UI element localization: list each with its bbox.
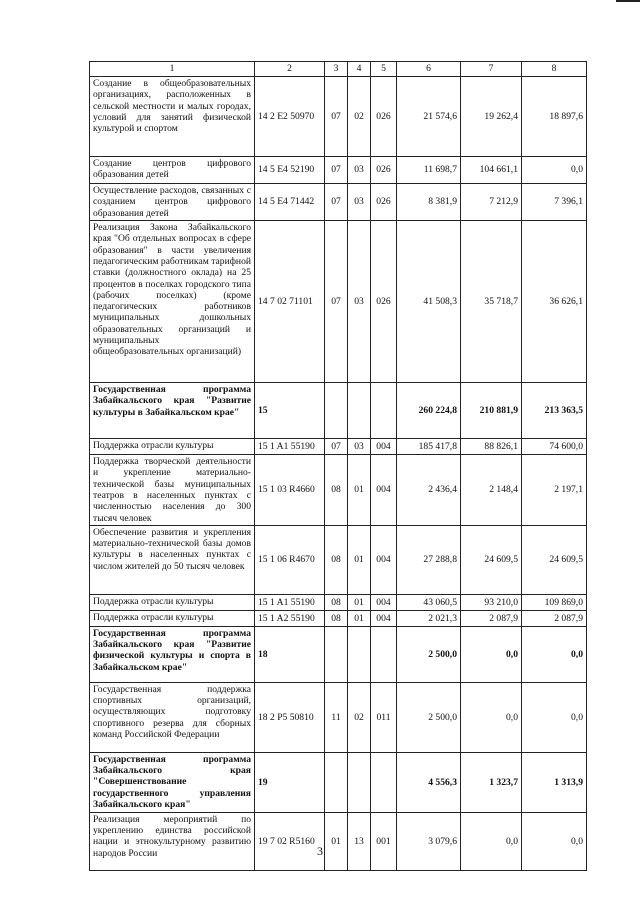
- header-cell: 6: [397, 62, 461, 77]
- name-cell: Поддержка отрасли культуры: [90, 438, 255, 454]
- amount-cell: 7 212,9: [461, 184, 522, 221]
- admin-code-cell: 004: [371, 610, 397, 626]
- amount-cell: 74 600,0: [522, 438, 587, 454]
- amount-cell: 1 323,7: [461, 752, 522, 812]
- admin-code-cell: 001: [371, 812, 397, 870]
- amount-cell: 109 869,0: [522, 594, 587, 610]
- table-row: [90, 626, 587, 682]
- code-cell: 14 5 E4 52190: [255, 157, 325, 184]
- header-cell: 8: [522, 62, 587, 77]
- code-cell: 19 7 02 R5160: [255, 812, 325, 870]
- amount-cell: 21 574,6: [397, 77, 461, 157]
- amount-cell: 210 881,9: [461, 382, 522, 438]
- amount-cell: 11 698,7: [397, 157, 461, 184]
- budget-table: [89, 61, 587, 871]
- amount-cell: 19 262,4: [461, 77, 522, 157]
- table-row: [90, 438, 587, 454]
- header-cell: 7: [461, 62, 522, 77]
- amount-cell: 7 396,1: [522, 184, 587, 221]
- section-cell: 08: [325, 594, 348, 610]
- amount-cell: 35 718,7: [461, 220, 522, 382]
- admin-code-cell: [371, 626, 397, 682]
- table-row: [90, 682, 587, 752]
- subsection-cell: 01: [348, 454, 371, 525]
- subsection-cell: 02: [348, 682, 371, 752]
- amount-cell: 260 224,8: [397, 382, 461, 438]
- page-number: 3: [317, 844, 323, 858]
- section-cell: 08: [325, 610, 348, 626]
- subsection-cell: 01: [348, 525, 371, 594]
- section-cell: 07: [325, 438, 348, 454]
- name-cell: Создание центров цифрового образования детей: [90, 157, 255, 184]
- header-cell: 1: [90, 62, 255, 77]
- admin-code-cell: 026: [371, 157, 397, 184]
- subsection-cell: 01: [348, 610, 371, 626]
- table-row: [90, 610, 587, 626]
- amount-cell: 2 500,0: [397, 626, 461, 682]
- amount-cell: 4 556,3: [397, 752, 461, 812]
- section-cell: 07: [325, 184, 348, 221]
- section-cell: [325, 382, 348, 438]
- table-row: [90, 77, 587, 157]
- subsection-cell: [348, 626, 371, 682]
- subsection-cell: 01: [348, 594, 371, 610]
- admin-code-cell: 004: [371, 454, 397, 525]
- code-cell: 14 5 E4 71442: [255, 184, 325, 221]
- subsection-cell: [348, 382, 371, 438]
- amount-cell: 2 087,9: [522, 610, 587, 626]
- amount-cell: 0,0: [461, 682, 522, 752]
- subsection-cell: [348, 752, 371, 812]
- subsection-cell: 03: [348, 220, 371, 382]
- header-cell: 2: [255, 62, 325, 77]
- subsection-cell: 13: [348, 812, 371, 870]
- section-cell: [325, 626, 348, 682]
- amount-cell: 1 313,9: [522, 752, 587, 812]
- admin-code-cell: 004: [371, 525, 397, 594]
- amount-cell: 0,0: [461, 812, 522, 870]
- subsection-cell: 03: [348, 438, 371, 454]
- amount-cell: 2 148,4: [461, 454, 522, 525]
- section-cell: [325, 752, 348, 812]
- code-cell: 19: [255, 752, 325, 812]
- code-cell: 18: [255, 626, 325, 682]
- table-row: [90, 184, 587, 221]
- amount-cell: 41 508,3: [397, 220, 461, 382]
- code-cell: 14 7 02 71101: [255, 220, 325, 382]
- section-cell: 01: [325, 812, 348, 870]
- subsection-cell: 02: [348, 77, 371, 157]
- code-cell: 15 1 A1 55190: [255, 438, 325, 454]
- name-cell: Поддержка отрасли культуры: [90, 594, 255, 610]
- amount-cell: 24 609,5: [461, 525, 522, 594]
- amount-cell: 27 288,8: [397, 525, 461, 594]
- amount-cell: 2 197,1: [522, 454, 587, 525]
- admin-code-cell: [371, 752, 397, 812]
- amount-cell: 43 060,5: [397, 594, 461, 610]
- code-cell: 15: [255, 382, 325, 438]
- admin-code-cell: 011: [371, 682, 397, 752]
- amount-cell: 8 381,9: [397, 184, 461, 221]
- amount-cell: 0,0: [522, 157, 587, 184]
- subsection-cell: 03: [348, 157, 371, 184]
- name-cell: Обеспечение развития и укрепления материально-технической базы домов культуры в населенных пунктах с числом жителей до 50 тысяч человек: [90, 525, 255, 594]
- admin-code-cell: 004: [371, 594, 397, 610]
- amount-cell: 36 626,1: [522, 220, 587, 382]
- amount-cell: 2 021,3: [397, 610, 461, 626]
- name-cell: Реализация мероприятий по укреплению единства российской нации и этнокультурному развитию народов России: [90, 812, 255, 870]
- section-cell: 08: [325, 525, 348, 594]
- amount-cell: 24 609,5: [522, 525, 587, 594]
- name-cell: Поддержка отрасли культуры: [90, 610, 255, 626]
- amount-cell: 2 087,9: [461, 610, 522, 626]
- amount-cell: 0,0: [522, 626, 587, 682]
- amount-cell: 0,0: [461, 626, 522, 682]
- section-cell: 07: [325, 77, 348, 157]
- amount-cell: 185 417,8: [397, 438, 461, 454]
- header-cell: 4: [348, 62, 371, 77]
- amount-cell: 3 079,6: [397, 812, 461, 870]
- table-row: [90, 382, 587, 438]
- amount-cell: 18 897,6: [522, 77, 587, 157]
- code-cell: 18 2 P5 50810: [255, 682, 325, 752]
- table-row: [90, 812, 587, 870]
- name-cell: Создание в общеобразовательных организациях, расположенных в сельской местности и малых городах, условий для занятий физической культурой и спортом: [90, 77, 255, 157]
- name-cell: Реализация Закона Забайкальского края "Об отдельных вопросах в сфере образования" в части увеличения педагогическим работникам тарифной ставки (должностного оклада) на 25 процентов в поселках городского типа (рабочих поселках) (кроме педагогических работников муниципальных дошкольных образовательных организаций и муниципальных общеобразовательных организаций): [90, 220, 255, 382]
- name-cell: Государственная программа Забайкальского края "Развитие физической культуры и спорта в Забайкальском крае": [90, 626, 255, 682]
- admin-code-cell: 026: [371, 77, 397, 157]
- amount-cell: 0,0: [522, 812, 587, 870]
- section-cell: 07: [325, 220, 348, 382]
- admin-code-cell: 004: [371, 438, 397, 454]
- code-cell: 15 1 A1 55190: [255, 594, 325, 610]
- amount-cell: 0,0: [522, 682, 587, 752]
- name-cell: Государственная программа Забайкальского края "Совершенствование государственного управления Забайкальского края": [90, 752, 255, 812]
- code-cell: 15 1 A2 55190: [255, 610, 325, 626]
- admin-code-cell: 026: [371, 184, 397, 221]
- header-cell: 5: [371, 62, 397, 77]
- name-cell: Государственная поддержка спортивных организаций, осуществляющих подготовку спортивного резерва для сборных команд Российской Федерации: [90, 682, 255, 752]
- header-row: [90, 62, 587, 77]
- amount-cell: 213 363,5: [522, 382, 587, 438]
- code-cell: 14 2 E2 50970: [255, 77, 325, 157]
- admin-code-cell: 026: [371, 220, 397, 382]
- section-cell: 08: [325, 454, 348, 525]
- amount-cell: 104 661,1: [461, 157, 522, 184]
- table-row: [90, 454, 587, 525]
- amount-cell: 93 210,0: [461, 594, 522, 610]
- table-row: [90, 157, 587, 184]
- name-cell: Осуществление расходов, связанных с созданием центров цифрового образования детей: [90, 184, 255, 221]
- subsection-cell: 03: [348, 184, 371, 221]
- admin-code-cell: [371, 382, 397, 438]
- section-cell: 11: [325, 682, 348, 752]
- amount-cell: 88 826,1: [461, 438, 522, 454]
- table-row: [90, 752, 587, 812]
- table-row: [90, 525, 587, 594]
- amount-cell: 2 500,0: [397, 682, 461, 752]
- name-cell: Поддержка творческой деятельности и укрепление материально-технической базы муниципальных театров в населенных пунктах с численностью населения до 300 тысяч человек: [90, 454, 255, 525]
- code-cell: 15 1 03 R4660: [255, 454, 325, 525]
- section-cell: 07: [325, 157, 348, 184]
- table-row: [90, 220, 587, 382]
- amount-cell: 2 436,4: [397, 454, 461, 525]
- header-cell: 3: [325, 62, 348, 77]
- table-row: [90, 594, 587, 610]
- corner-mark: [616, 0, 640, 2]
- name-cell: Государственная программа Забайкальского края "Развитие культуры в Забайкальском крае": [90, 382, 255, 438]
- code-cell: 15 1 06 R4670: [255, 525, 325, 594]
